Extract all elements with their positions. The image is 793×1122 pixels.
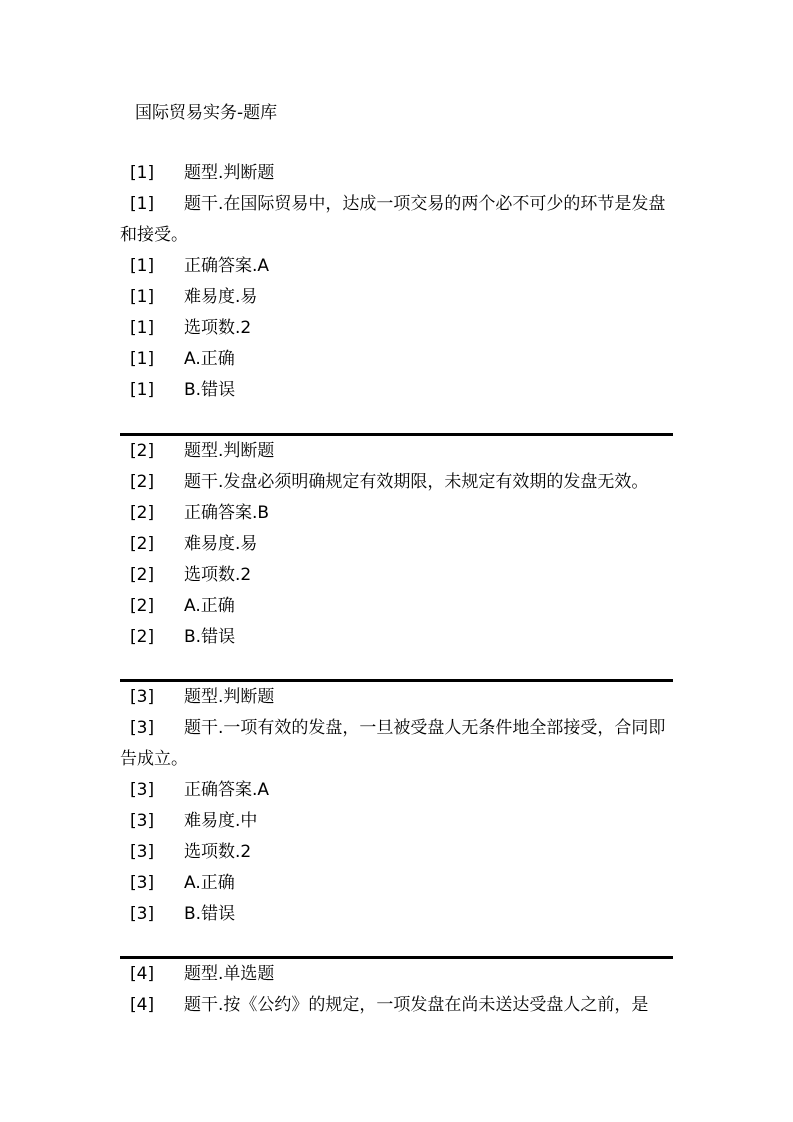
question-number: [3] [130, 718, 155, 738]
question-2 [120, 433, 673, 653]
question-stem: [1] 题干.在国际贸易中，达成一项交易的两个必不可少的环节是发盘和接受。 [120, 189, 673, 251]
question-stem: [4] 题干.按《公约》的规定，一项发盘在尚未送达受盘人之前，是 [120, 990, 673, 1021]
question-number: [2] [130, 472, 155, 492]
option-count: [1] 选项数.2 [120, 313, 673, 344]
question-stem: [2] 题干.发盘必须明确规定有效期限，未规定有效期的发盘无效。 [120, 467, 673, 498]
difficulty: [2] 难易度.易 [120, 529, 673, 560]
question-number: [1] [130, 256, 155, 276]
option-count: [3] 选项数.2 [120, 837, 673, 868]
question-number: [1] [130, 287, 155, 307]
question-number: [1] [130, 349, 155, 369]
question-number: [3] [130, 780, 155, 800]
question-number: [1] [130, 380, 155, 400]
question-number: [3] [130, 904, 155, 924]
correct-answer: [3] 正确答案.A [120, 775, 673, 806]
question-type: [4] 题型.单选题 [120, 959, 673, 990]
question-number: [3] [130, 687, 155, 707]
option-a: [1] A.正确 [120, 344, 673, 375]
question-number: [1] [130, 318, 155, 338]
question-number: [4] [130, 964, 155, 984]
question-number: [2] [130, 503, 155, 523]
question-4 [120, 956, 673, 1021]
question-number: [4] [130, 995, 155, 1015]
difficulty: [1] 难易度.易 [120, 282, 673, 313]
option-count: [2] 选项数.2 [120, 560, 673, 591]
question-number: [3] [130, 842, 155, 862]
option-b: [3] B.错误 [120, 899, 673, 930]
question-number: [1] [130, 163, 155, 183]
option-a: [2] A.正确 [120, 591, 673, 622]
document-title: 国际贸易实务-题库 [135, 103, 278, 123]
difficulty: [3] 难易度.中 [120, 806, 673, 837]
question-stem: [3] 题干.一项有效的发盘，一旦被受盘人无条件地全部接受，合同即告成立。 [120, 713, 673, 775]
question-number: [3] [130, 811, 155, 831]
question-3 [120, 679, 673, 930]
question-number: [2] [130, 534, 155, 554]
question-number: [1] [130, 194, 155, 214]
option-a: [3] A.正确 [120, 868, 673, 899]
question-number: [2] [130, 596, 155, 616]
correct-answer: [1] 正确答案.A [120, 251, 673, 282]
option-b: [2] B.错误 [120, 622, 673, 653]
question-type: [1] 题型.判断题 [120, 158, 673, 189]
question-1 [120, 158, 673, 406]
option-b: [1] B.错误 [120, 375, 673, 406]
question-number: [2] [130, 627, 155, 647]
question-number: [2] [130, 565, 155, 585]
question-type: [3] 题型.判断题 [120, 682, 673, 713]
question-type: [2] 题型.判断题 [120, 436, 673, 467]
question-number: [3] [130, 873, 155, 893]
correct-answer: [2] 正确答案.B [120, 498, 673, 529]
question-number: [2] [130, 441, 155, 461]
